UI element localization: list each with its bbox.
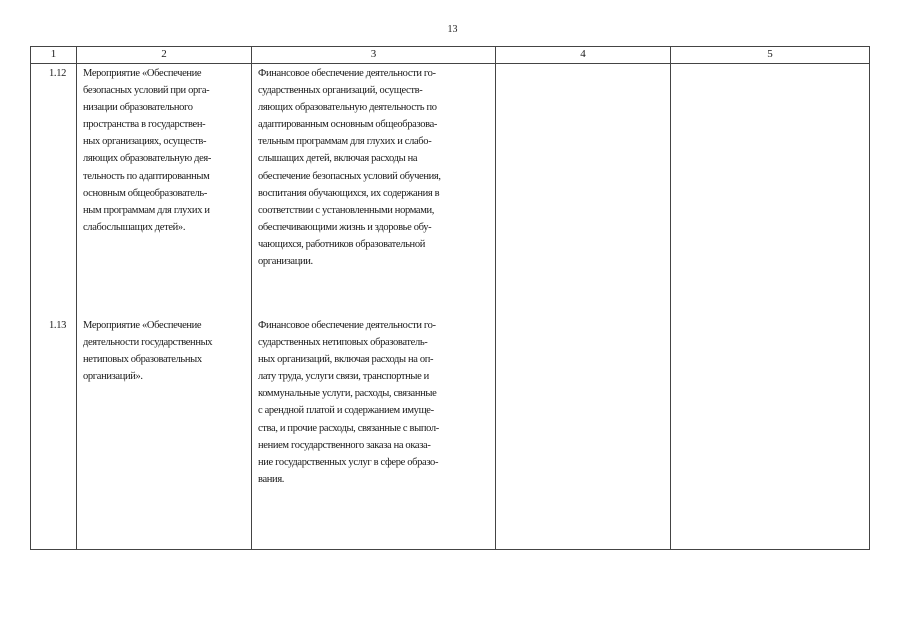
table-header-row [31,47,870,64]
column-5-cell [671,64,870,318]
measure-description: Финансовое обеспечение деятельности го- сударственных организаций, осуществ- ляющих образовательную деятельность по адаптированным основным общеобразова- тельным программам для глухих и слабо- слышащих детей, включая расходы на обеспечение безопасных условий обучения, воспитания обучающихся, их содержания в соответствии с установленными нормами, обеспечивающими жизнь и здоровье обу- чающихся, работников образовательной организации. [252,64,496,318]
column-header-5: 5 [671,47,870,64]
measure-description: Финансовое обеспечение деятельности го- сударственных нетиповых образователь- ных организаций, включая расходы на оп- лату труда, услуги связи, транспортные и коммунальные услуги, расходы, связанные с арендной платой и содержанием имуще- ства, и прочие расходы, связанные с выпол- нением государственного заказа на оказа- ние государственных услуг в сфере образо- вания. [252,317,496,550]
column-header-2: 2 [77,47,252,64]
measures-table [30,46,870,550]
column-header-1: 1 [31,47,77,64]
measure-name: Мероприятие «Обеспечение безопасных условий при орга- низации образовательного пространства в государствен- ных организациях, осуществ- ляющих образовательную дея- тельность по адаптированным основным общеобразователь- ным программам для глухих и слабослышащих детей». [77,64,252,318]
column-4-cell [496,64,671,318]
row-number: 1.12 [31,64,77,318]
table-row [31,317,870,550]
column-4-cell [496,317,671,550]
column-header-4: 4 [496,47,671,64]
measure-name: Мероприятие «Обеспечение деятельности государственных нетиповых образовательных организаций». [77,317,252,550]
page-number: 13 [447,24,458,35]
table-row [31,64,870,318]
column-5-cell [671,317,870,550]
column-header-3: 3 [252,47,496,64]
row-number: 1.13 [31,317,77,550]
